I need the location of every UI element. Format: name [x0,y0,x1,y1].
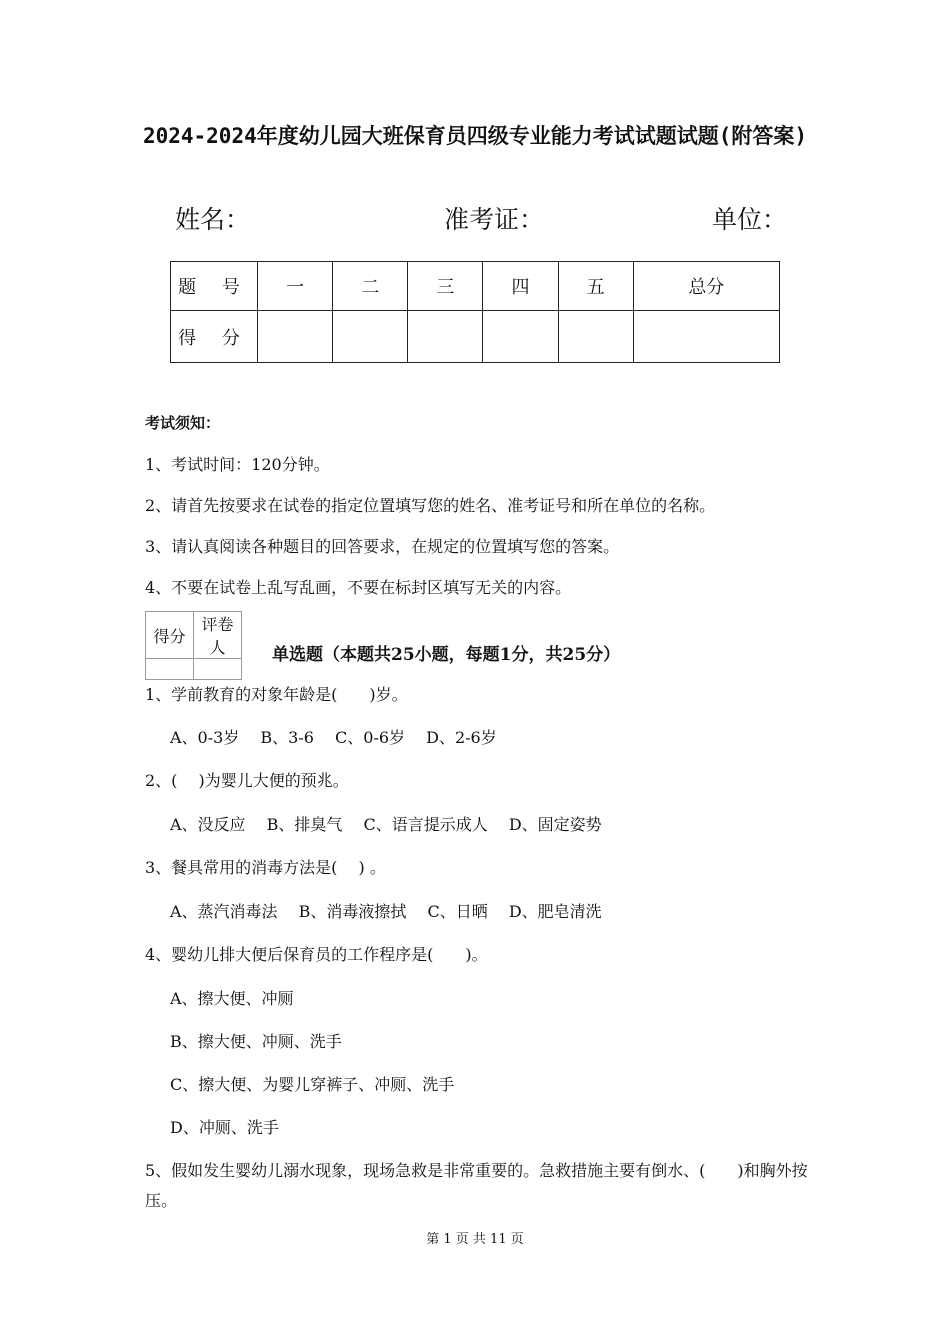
grader-box [145,611,242,680]
column-total: 总分 [633,262,779,311]
grader-score-cell [146,659,194,680]
score-table-score-row [171,311,780,363]
notice-item: 4、不要在试卷上乱写乱画，不要在标封区填写无关的内容。 [145,578,572,597]
question-stem: 5、假如发生婴幼儿溺水现象，现场急救是非常重要的。急救措施主要有倒水、( )和胸外按压。 [145,1161,808,1210]
question-option: B、擦大便、冲厕、洗手 [170,1032,342,1051]
column-5: 五 [558,262,633,311]
score-cell [408,311,483,363]
unit-label: 单位： [712,205,788,234]
question-stem: 4、婴幼儿排大便后保育员的工作程序是( )。 [145,945,488,964]
score-cell [258,311,333,363]
question-number-header: 题 号 [171,262,258,311]
question-options: A、0-3岁 B、3-6 C、0-6岁 D、2-6岁 [170,728,497,747]
column-1: 一 [258,262,333,311]
score-cell [633,311,779,363]
score-cell [333,311,408,363]
grader-score-label: 得分 [146,612,194,659]
page-footer: 第 1 页 共 11 页 [426,1232,524,1247]
score-cell [558,311,633,363]
question-option: D、冲厕、洗手 [170,1118,279,1137]
question-options: A、没反应 B、排臭气 C、语言提示成人 D、固定姿势 [170,815,602,834]
section-title: 单选题（本题共25小题，每题1分，共25分） [272,645,621,665]
column-2: 二 [333,262,408,311]
grader-name-label: 评卷人 [194,612,242,659]
question-option: C、擦大便、为婴儿穿裤子、冲厕、洗手 [170,1075,455,1094]
question-stem: 3、餐具常用的消毒方法是( ) 。 [145,858,386,877]
question-stem: 1、学前教育的对象年龄是( )岁。 [145,685,408,704]
notice-item: 1、考试时间：120分钟。 [145,455,330,474]
notice-item: 2、请首先按要求在试卷的指定位置填写您的姓名、准考证号和所在单位的名称。 [145,496,716,515]
name-label: 姓名： [175,205,251,234]
question-option: A、擦大便、冲厕 [170,989,294,1008]
column-4: 四 [483,262,558,311]
notice-item: 3、请认真阅读各种题目的回答要求，在规定的位置填写您的答案。 [145,537,620,556]
grader-name-cell [194,659,242,680]
score-table-header-row [171,262,780,311]
page-title: 2024-2024年度幼儿园大班保育员四级专业能力考试试题试题(附答案) [142,124,808,148]
score-cell [483,311,558,363]
column-3: 三 [408,262,483,311]
exam-number-label: 准考证： [444,205,545,234]
question-stem: 2、( )为婴儿大便的预兆。 [145,771,349,790]
question-options: A、蒸汽消毒法 B、消毒液擦拭 C、日晒 D、肥皂清洗 [170,902,602,921]
score-row-header: 得 分 [171,311,258,363]
notice-heading: 考试须知： [145,414,221,432]
score-table [170,261,780,363]
